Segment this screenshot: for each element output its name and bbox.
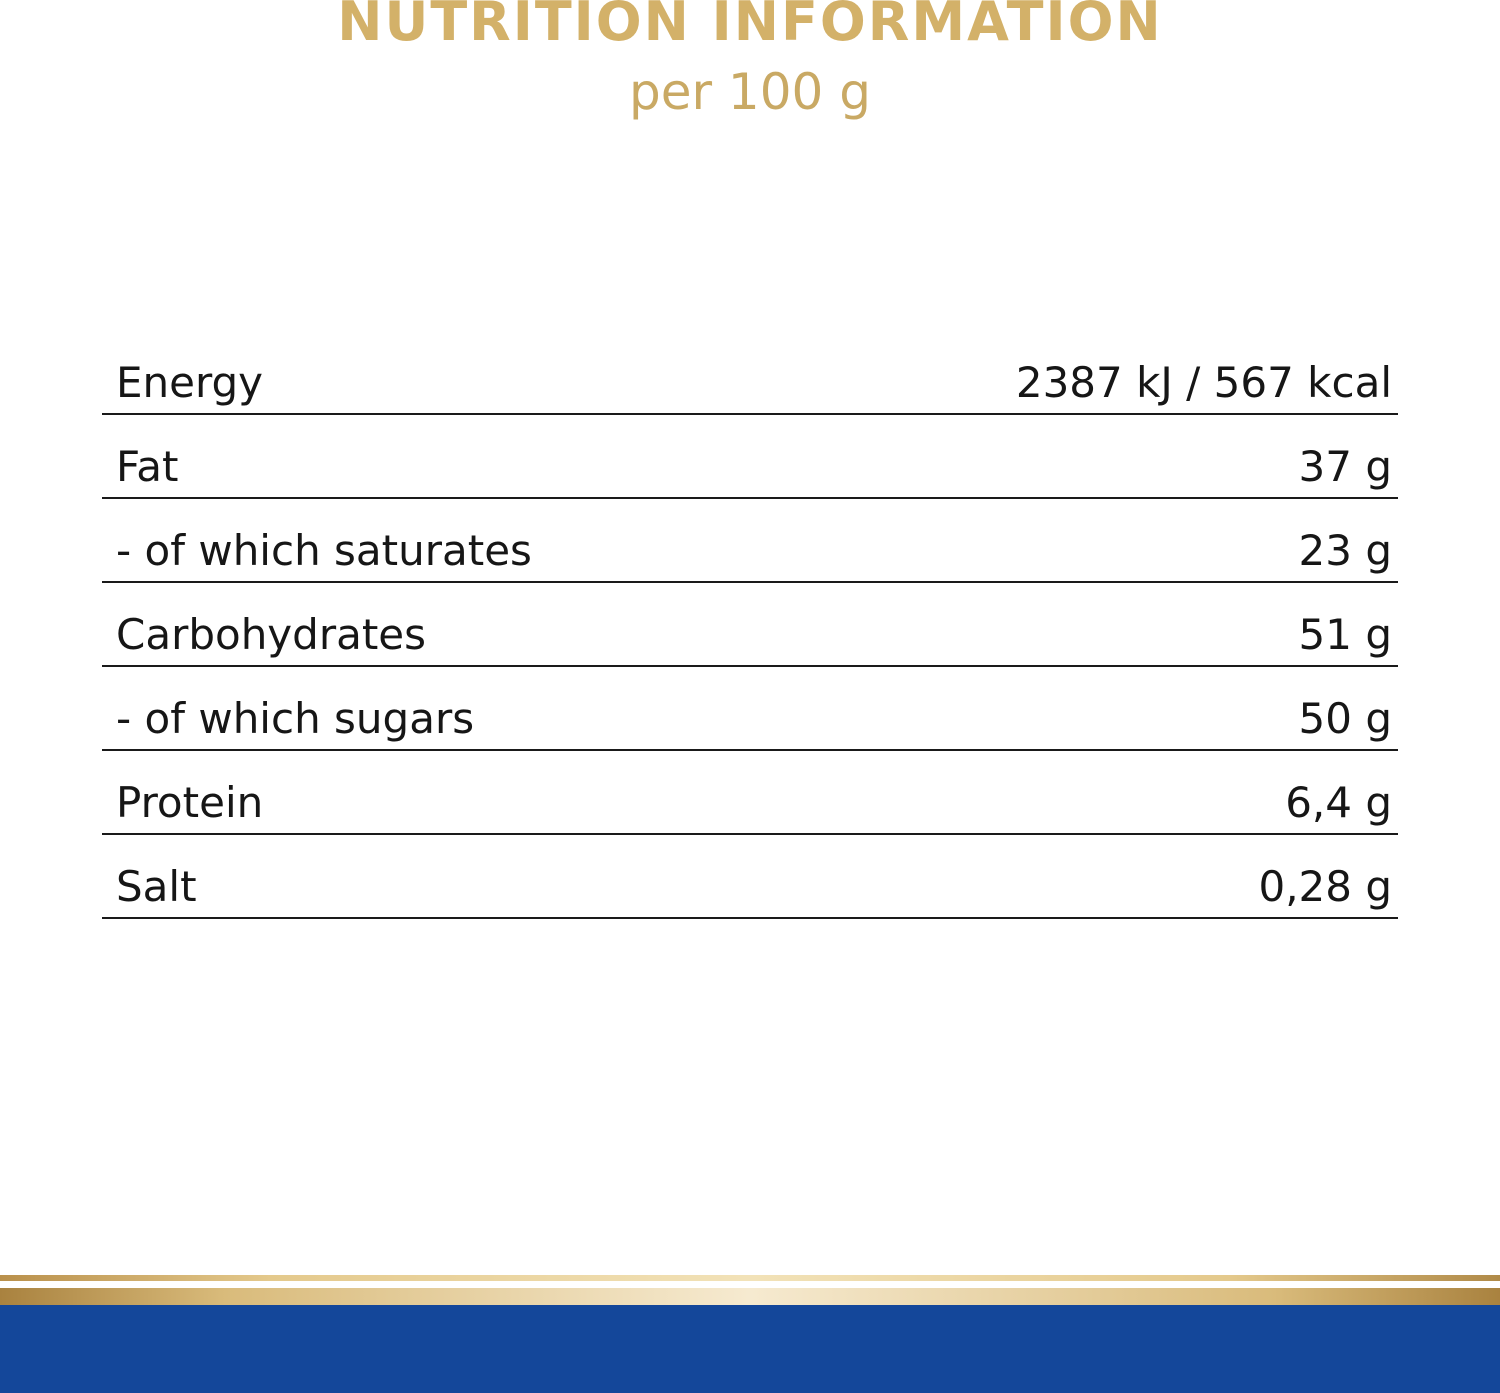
nutrient-value: 37 g	[788, 414, 1398, 498]
page-title: NUTRITION INFORMATION	[337, 0, 1163, 53]
table-row	[102, 414, 1398, 498]
table-row	[102, 750, 1398, 834]
serving-basis: per 100 g	[628, 62, 872, 121]
nutrient-value: 51 g	[788, 582, 1398, 666]
nutrient-label: Protein	[102, 750, 788, 834]
nutrient-label: Salt	[102, 834, 788, 918]
nutrition-table	[102, 330, 1398, 919]
table-row	[102, 498, 1398, 582]
gold-rule-thick	[0, 1288, 1500, 1305]
header	[0, 0, 1500, 123]
nutrient-value: 6,4 g	[788, 750, 1398, 834]
nutrient-label: Fat	[102, 414, 788, 498]
nutrient-label: Energy	[102, 330, 788, 414]
nutrient-value: 23 g	[788, 498, 1398, 582]
table-row	[102, 582, 1398, 666]
nutrient-label: Carbohydrates	[102, 582, 788, 666]
nutrient-value: 0,28 g	[788, 834, 1398, 918]
table-row	[102, 330, 1398, 414]
table-row	[102, 834, 1398, 918]
nutrient-label: - of which sugars	[102, 666, 788, 750]
nutrient-value: 2387 kJ / 567 kcal	[788, 330, 1398, 414]
nutrient-value: 50 g	[788, 666, 1398, 750]
blue-footer-band	[0, 1305, 1500, 1393]
table-row	[102, 666, 1398, 750]
nutrient-label: - of which saturates	[102, 498, 788, 582]
footer-bands	[0, 1275, 1500, 1393]
band-gap	[0, 1281, 1500, 1288]
